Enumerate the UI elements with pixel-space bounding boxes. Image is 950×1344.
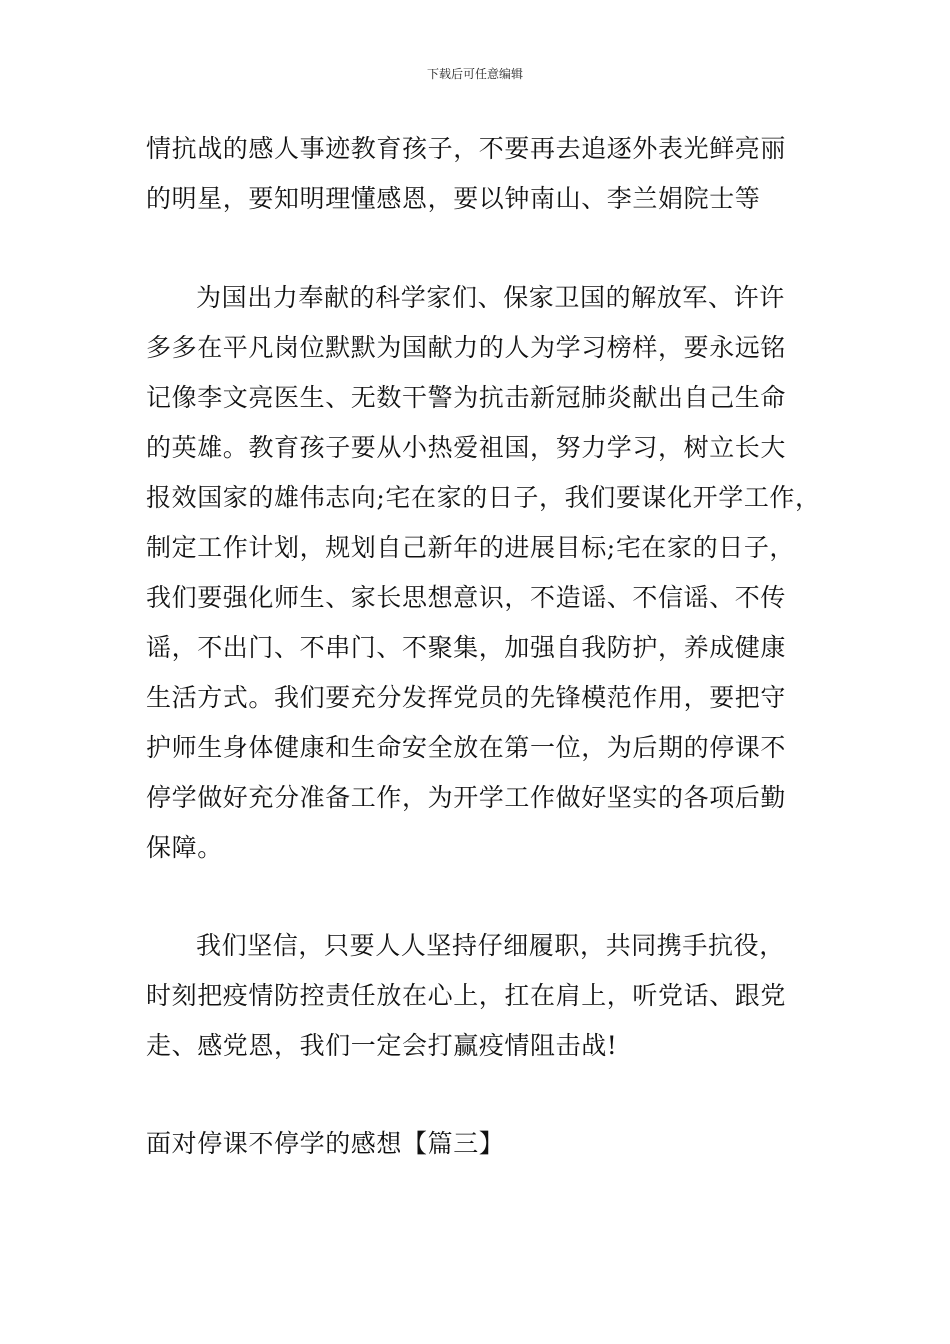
text-line: 报效国家的雄伟志向;宅在家的日子，我们要谋化开学工作， <box>146 483 821 512</box>
page-header: 下载后可任意编辑 <box>426 67 523 81</box>
text-line: 多多在平凡岗位默默为国献力的人为学习榜样，要永远铭 <box>146 333 787 362</box>
text-line: 护师生身体健康和生命安全放在第一位，为后期的停课不 <box>146 733 787 762</box>
section-heading: 面对停课不停学的感想【篇三】 <box>146 1129 505 1158</box>
text-line: 的英雄。教育孩子要从小热爱祖国，努力学习，树立长大 <box>146 433 787 462</box>
paragraph-start-line: 为国出力奉献的科学家们、保家卫国的解放军、许许 <box>196 283 785 312</box>
text-line: 谣，不出门、不串门、不聚集，加强自我防护，养成健康 <box>146 633 787 662</box>
text-line: 我们要强化师生、家长思想意识，不造谣、不信谣、不传 <box>146 583 787 612</box>
paragraph-start-line: 我们坚信，只要人人坚持仔细履职，共同携手抗役， <box>196 931 785 960</box>
text-line: 生活方式。我们要充分发挥党员的先锋模范作用，要把守 <box>146 683 787 712</box>
text-line: 制定工作计划，规划自己新年的进展目标;宅在家的日子， <box>146 533 796 562</box>
text-line: 情抗战的感人事迹教育孩子，不要再去追逐外表光鲜亮丽 <box>146 134 787 163</box>
text-line: 走、感党恩，我们一定会打赢疫情阻击战! <box>146 1031 618 1060</box>
text-line: 时刻把疫情防控责任放在心上，扛在肩上，听党话、跟党 <box>146 981 787 1010</box>
text-line: 记像李文亮医生、无数干警为抗击新冠肺炎献出自己生命 <box>146 383 787 412</box>
text-line: 保障。 <box>146 833 223 862</box>
text-line: 停学做好充分准备工作，为开学工作做好坚实的各项后勤 <box>146 783 787 812</box>
text-line: 的明星，要知明理懂感恩，要以钟南山、李兰娟院士等 <box>146 184 761 213</box>
